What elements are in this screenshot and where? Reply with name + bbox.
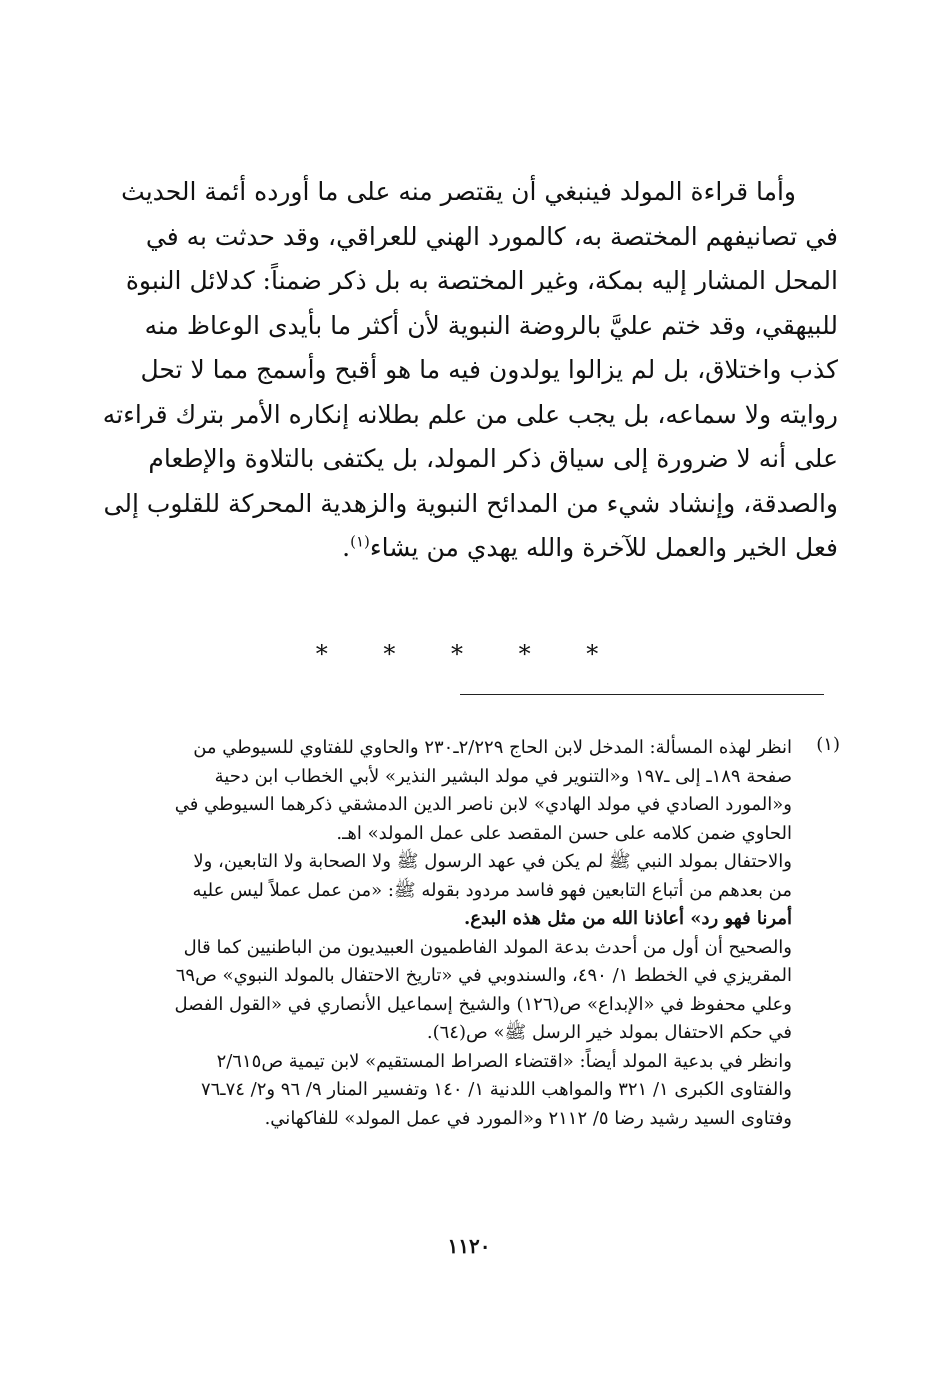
paragraph-last-line (100, 526, 838, 571)
footnote-line: صفحة ١٨٩ـ إلى ـ١٩٧ و«التنوير في مولد البشير النذير» لأبي الخطاب ابن دحية (214, 765, 792, 787)
footnote-line: وفتاوى السيد رشيد رضا ٥/ ٢١١٢ و«المورد في عمل المولد» للفاكهاني. (264, 1107, 792, 1129)
footnote-line: الحاوي ضمن كلامه على حسن المقصد على عمل المولد» اهـ. (336, 822, 792, 844)
paragraph-end-period: . (342, 533, 351, 562)
paragraph-line: والصدقة، وإنشاد شيء من المدائح النبوية والزهدية المحركة للقلوب إلى (103, 488, 838, 518)
footnote-line: وانظر في بدعية المولد أيضاً: «اقتضاء الصراط المستقيم» لابن تيمية ص٢/٦١٥ (216, 1050, 792, 1072)
paragraph-line: للبيهقي، وقد ختم عليَّ بالروضة النبوية لأن أكثر ما بأيدى الوعاظ منه (144, 310, 838, 340)
footnote-line: وعلي محفوظ في «الإبداع» ص(١٢٦) والشيخ إسماعيل الأنصاري في «القول الفصل (174, 993, 792, 1015)
main-paragraph (100, 170, 838, 571)
paragraph-line-text: فعل الخير والعمل للآخرة والله يهدي من يشاء (369, 533, 838, 562)
footnote-reference: (١) (350, 532, 370, 551)
footnote-line: من بعدهم من أتباع التابعين فهو فاسد مردود بقوله ﷺ: «من عمل عملاً ليس عليه (192, 879, 792, 901)
paragraph-line: في تصانيفهم المختصة به، كالمورد الهني للعراقي، وقد حدثت به في (145, 221, 838, 251)
paragraph-line: وأما قراءة المولد فينبغي أن يقتصر منه على ما أورده أئمة الحديث (121, 177, 796, 206)
footnote-line: المقريزي في الخطط ١/ ٤٩٠، والسندوبي في «تاريخ الاحتفال بالمولد النبوي» ص٦٩ (175, 965, 792, 986)
footnote-line: و«المورد الصادي في مولد الهادي» لابن ناصر الدين الدمشقي ذكرهما السيوطي في (174, 794, 792, 815)
footnote-line: أمرنا فهو رد» أعاذنا الله من مثل هذه البدع. (464, 908, 792, 929)
paragraph-line: المحل المشار إليه بمكة، وغير المختصة به بل ذكر ضمناً: كدلائل النبوة (125, 266, 838, 295)
footnote-line: والاحتفال بمولد النبي ﷺ لم يكن في عهد الرسول ﷺ ولا الصحابة ولا التابعين، ولا (193, 851, 792, 872)
paragraph-line: روايته ولا سماعه، بل يجب على من علم بطلانه إنكاره الأمر بترك قراءته (102, 399, 838, 429)
footnote-line: انظر لهذه المسألة: المدخل لابن الحاج ٢/٢٢٩ـ٢٣٠ والحاوي للفتاوي للسيوطي من (193, 737, 792, 758)
footnote-text (92, 734, 792, 1133)
paragraph-line: على أنه لا ضرورة إلى سياق ذكر المولد، بل يكتفى بالتلاوة والإطعام (148, 444, 838, 473)
footnote-line: والفتاوى الكبرى ١/ ٣٢١ والمواهب اللدنية ١/ ١٤٠ وتفسير المنار ٩/ ٩٦ و٢/ ٧٤ـ٧٦ (200, 1079, 792, 1100)
page-number: ١١٢٠ (447, 1234, 491, 1258)
footnote-divider (460, 694, 824, 695)
paragraph-line: كذب واختلاق، بل لم يزالوا يولدون فيه ما هو أقبح وأسمج مما لا تحل (140, 355, 838, 384)
section-separator: * * * * * (315, 640, 623, 668)
footnote-line: والصحيح أن أول من أحدث بدعة المولد الفاطميون العبيديون من الباطنيين كما قال (183, 936, 792, 958)
footnote-number: (١) (816, 734, 840, 755)
footnote-line: في حكم الاحتفال بمولد خير الرسل ﷺ» ص(٦٤). (426, 1022, 792, 1043)
